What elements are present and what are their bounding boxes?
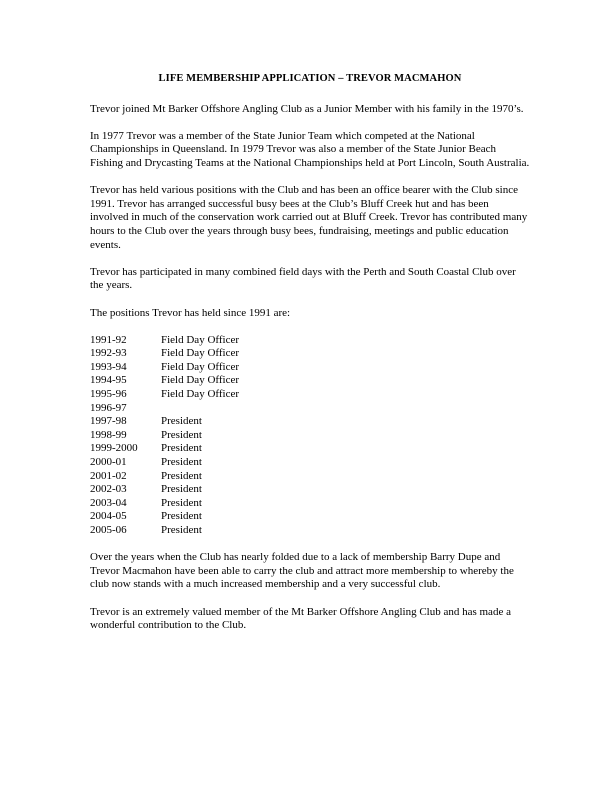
list-item [90, 334, 530, 348]
list-item [90, 402, 530, 416]
position-role: President [161, 456, 202, 469]
list-item [90, 442, 530, 456]
positions-list [90, 334, 530, 538]
position-year: 1996-97 [90, 401, 127, 414]
position-year: 2002-03 [90, 483, 127, 496]
list-item [90, 429, 530, 443]
position-year: 2005-06 [90, 524, 127, 536]
position-year: 1994-95 [90, 374, 127, 387]
position-role: Field Day Officer [161, 374, 239, 387]
position-year: 1991-92 [90, 333, 127, 346]
list-item [90, 415, 530, 429]
position-role: President [161, 524, 202, 536]
paragraph-valued-member: Trevor is an extremely valued member of the Mt Barker Offshore Angling Club and has made a wonderful contribution to the Club. [90, 605, 511, 632]
paragraph-membership: Over the years when the Club has nearly folded due to a lack of membership Barry Dupe and Trevor Macmahon have been able to carry the club and attract more membership to whereby the club now stands with a much increased membership and a very successful club. [90, 551, 514, 591]
position-year: 1993-94 [90, 360, 127, 373]
document-page [90, 72, 530, 646]
list-item [90, 347, 530, 361]
list-item [90, 388, 530, 402]
list-item [90, 497, 530, 511]
position-year: 2001-02 [90, 469, 127, 482]
list-item [90, 524, 530, 538]
position-role: President [161, 442, 202, 455]
paragraph-positions-intro: The positions Trevor has held since 1991 are: [90, 306, 291, 319]
position-role: Field Day Officer [161, 388, 239, 401]
paragraph-field-days: Trevor has participated in many combined field days with the Perth and South Coastal Club over the years. [90, 265, 516, 292]
position-role: President [161, 415, 202, 428]
position-year: 1999-2000 [90, 442, 138, 455]
position-year: 1995-96 [90, 388, 127, 401]
list-item [90, 374, 530, 388]
position-year: 1998-99 [90, 428, 127, 441]
list-item [90, 510, 530, 524]
position-role: Field Day Officer [161, 347, 239, 360]
position-role: Field Day Officer [161, 333, 239, 346]
list-item [90, 361, 530, 375]
position-role: President [161, 496, 202, 509]
position-year: 2003-04 [90, 496, 127, 509]
position-role: President [161, 483, 202, 496]
position-year: 1992-93 [90, 347, 127, 360]
position-role: Field Day Officer [161, 360, 239, 373]
list-item [90, 470, 530, 484]
list-item [90, 456, 530, 470]
paragraph-joined: Trevor joined Mt Barker Offshore Angling Club as a Junior Member with his family in the 1970’s. [90, 102, 524, 115]
document-title: LIFE MEMBERSHIP APPLICATION – TREVOR MACMAHON [158, 73, 462, 84]
position-year: 2004-05 [90, 510, 127, 523]
position-role: President [161, 428, 202, 441]
list-item [90, 483, 530, 497]
position-role: President [161, 510, 202, 523]
paragraph-junior-team: In 1977 Trevor was a member of the State Junior Team which competed at the National Championships in Queensland. In 1979 Trevor was also a member of the State Junior Beach Fishing and Drycasting Teams at the National Championships held at Port Lincoln, South Australia. [90, 129, 530, 169]
position-role: President [161, 469, 202, 482]
paragraph-positions-held: Trevor has held various positions with the Club and has been an office bearer with the Club since 1991. Trevor has arranged successful busy bees at the Club’s Bluff Creek hut and has been involved in much of the conservation work carried out at Bluff Creek. Trevor has contributed many hours to the Club over the years through busy bees, fundraising, meetings and public education events. [90, 184, 528, 251]
position-year: 2000-01 [90, 456, 127, 469]
position-role [161, 402, 530, 416]
position-year: 1997-98 [90, 415, 127, 428]
